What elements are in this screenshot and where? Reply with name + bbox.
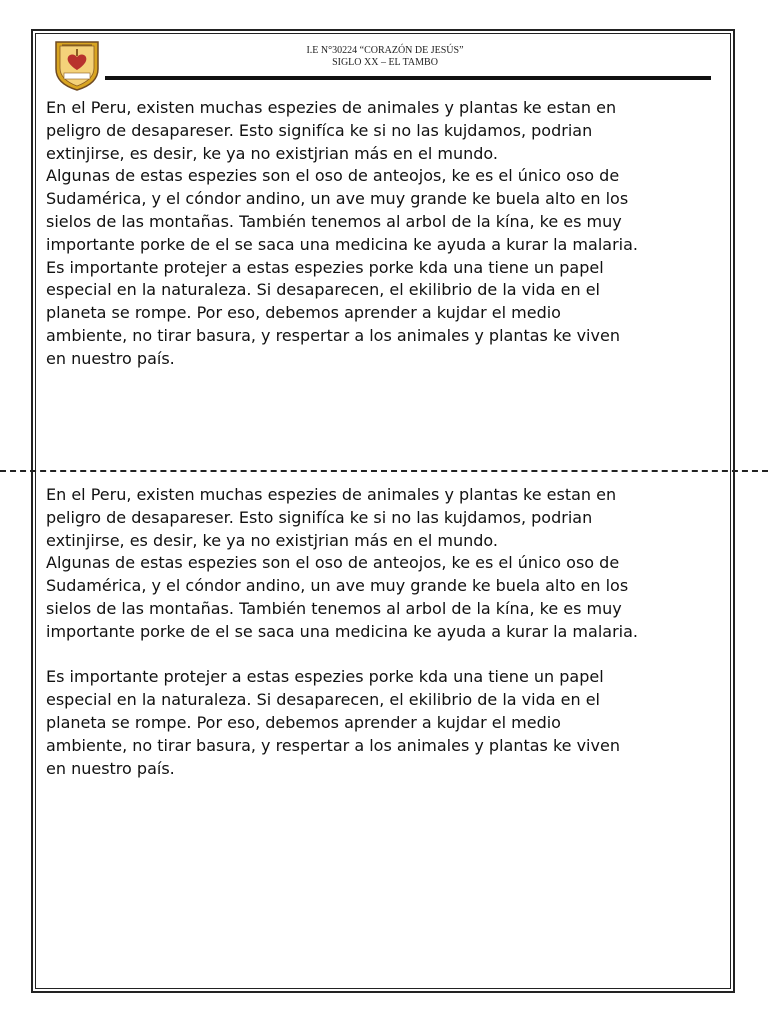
passage-line: Algunas de estas espezies son el oso de anteojos, ke es el único oso de (46, 166, 620, 186)
passage-line: sielos de las montañas. También tenemos al arbol de la kína, ke es muy (46, 211, 622, 231)
header-rule (105, 76, 711, 80)
passage-line: en nuestro país. (46, 758, 175, 778)
school-name: I.E N°30224 “CORAZÓN DE JESÚS” (306, 45, 464, 56)
school-location: SIGLO XX – EL TAMBO (332, 57, 438, 68)
passage-line: importante porke de el se saca una medicina ke ayuda a kurar la malaria. (46, 621, 638, 641)
passage-line: en nuestro país. (46, 348, 175, 368)
passage-1 (46, 97, 726, 371)
passage-line: Es importante protejer a estas espezies porke kda una tiene un papel (46, 667, 604, 687)
passage-line: especial en la naturaleza. Si desaparecen, el ekilibrio de la vida en el (46, 280, 600, 300)
passage-line: En el Peru, existen muchas espezies de animales y plantas ke estan en (46, 485, 617, 504)
passage-line: En el Peru, existen muchas espezies de animales y plantas ke estan en (46, 98, 617, 117)
cut-line-divider (0, 470, 768, 472)
school-crest-icon (53, 39, 101, 91)
passage-2 (46, 484, 726, 780)
passage-line: ambiente, no tirar basura, y respertar a los animales y plantas ke viven (46, 325, 620, 345)
passage-line: especial en la naturaleza. Si desaparecen, el ekilibrio de la vida en el (46, 690, 600, 710)
passage-line: Algunas de estas espezies son el oso de anteojos, ke es el único oso de (46, 553, 620, 573)
passage-line: planeta se rompe. Por eso, debemos aprender a kujdar el medio (46, 712, 561, 732)
passage-line: Sudamérica, y el cóndor andino, un ave muy grande ke buela alto en los (46, 576, 629, 596)
passage-line: Es importante protejer a estas espezies porke kda una tiene un papel (46, 257, 604, 277)
passage-line: peligro de desapareser. Esto signifíca ke si no las kujdamos, podrian (46, 120, 593, 140)
paragraph-gap (46, 644, 726, 667)
passage-line: extinjirse, es desir, ke ya no existjrian más en el mundo. (46, 143, 498, 163)
passage-line: planeta se rompe. Por eso, debemos aprender a kujdar el medio (46, 303, 561, 323)
passage-line: sielos de las montañas. También tenemos al arbol de la kína, ke es muy (46, 598, 622, 618)
passage-line: extinjirse, es desir, ke ya no existjrian más en el mundo. (46, 530, 498, 550)
passage-line: peligro de desapareser. Esto signifíca ke si no las kujdamos, podrian (46, 507, 593, 527)
passage-line: ambiente, no tirar basura, y respertar a los animales y plantas ke viven (46, 735, 620, 755)
passage-line: Sudamérica, y el cóndor andino, un ave muy grande ke buela alto en los (46, 189, 629, 209)
passage-line: importante porke de el se saca una medicina ke ayuda a kurar la malaria. (46, 234, 638, 254)
